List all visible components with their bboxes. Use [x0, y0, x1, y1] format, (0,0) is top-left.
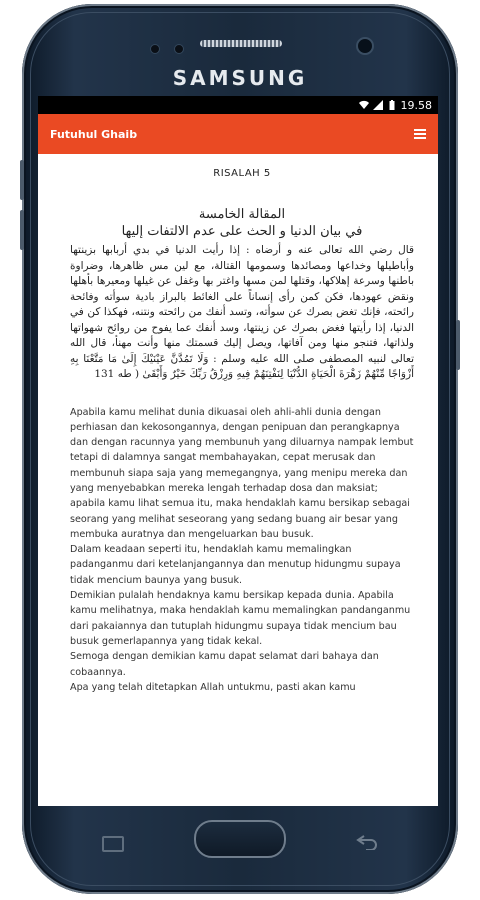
- screen: [38, 96, 438, 806]
- paragraph: Dalam keadaan seperti itu, hendaklah kamu memalingkan padanganmu dari ketelanjangannya dan menutup hidungmu supaya tidak mencium baunya yang busuk.: [70, 544, 401, 586]
- earpiece-speaker: [200, 40, 282, 47]
- menu-icon[interactable]: [414, 129, 426, 139]
- device-brand: SAMSUNG: [172, 66, 308, 90]
- arabic-subtitle: في بيان الدنيا و الحث على عدم الالتفات إليها: [121, 224, 363, 239]
- translation-body: [70, 405, 414, 696]
- article-content: [38, 168, 438, 695]
- status-bar: [38, 96, 438, 114]
- home-button[interactable]: [194, 820, 286, 858]
- power-button: [456, 320, 460, 370]
- chapter-heading: RISALAH 5: [213, 168, 271, 179]
- back-icon[interactable]: [356, 834, 378, 850]
- paragraph: Semoga dengan demikian kamu dapat selamat dari bahaya dan cobaannya.: [70, 651, 379, 678]
- paragraph: Apa yang telah ditetapkan Allah untukmu, pasti akan kamu: [70, 681, 356, 693]
- app-bar: [38, 114, 438, 154]
- wifi-icon: [359, 100, 369, 110]
- signal-icon: [373, 100, 383, 110]
- arabic-title: المقالة الخامسة: [198, 207, 286, 222]
- arabic-body: قال رضي الله تعالى عنه و أرضاه : إذا رأيت الدنيا في بدي أربابها بزينتها وأباطيلها وخداعها ومصائدها وسمومها القتالة، مع لين مس ظاهرها، وضراوة باطنها وسرعة إهلاكها، وقتلها لمن مسها واغتر بها وغفل عن غيلها ومعيرها بأهلها ونقض عهودها، فكن كمن رأى إنساناً على الغائط بالبراز بادية سوأته وفائحة رائحته، فإنك تغض بصرك عن سوأته، وتسد أنفك من رائحته ونتنه، فهكذا كن في الدنيا، إذا رأيتها فغض بصرك عن زينتها، وسد أنفك عما يفوح من روائح شهواتها ولذاتها، فتنجو منها ومن آفاتها، ويصل إليك قسمتك منها وأنت مهنأ، قال الله تعالى لنبيه المصطفى صلى الله عليه وسلم : وَلَا تَمُدَّنَّ عَيْنَيْكَ إِلَىٰ مَا مَتَّعْنَا بِهِ أَزْوَاجًا مِّنْهُمْ زَهْرَةَ الْحَيَاةِ الدُّنْيَا لِنَفْتِنَهُمْ فِيهِ وَرِزْقُ رَبِّكَ خَيْرٌ وَأَبْقَىٰ ( طه 131: [70, 244, 414, 380]
- status-time: 19.58: [400, 98, 432, 112]
- battery-icon: [387, 100, 397, 110]
- light-sensor: [174, 44, 184, 54]
- volume-down-button: [20, 210, 24, 250]
- paragraph: Demikian pulalah hendaknya kamu bersikap kepada dunia. Apabila kamu melihatnya, maka hendaklah kamu memalingkan pandanganmu dari pakaiannya dan tutuplah hidungmu supaya tidak mencium bau busuk gemerlapannya yang tidak kekal.: [70, 590, 411, 647]
- volume-up-button: [20, 160, 24, 200]
- proximity-sensor: [150, 44, 160, 54]
- recent-apps-icon[interactable]: [102, 836, 124, 852]
- hardware-nav-bar: [38, 812, 438, 872]
- app-title: Futuhul Ghaib: [50, 127, 138, 141]
- paragraph: Apabila kamu melihat dunia dikuasai oleh ahli-ahli dunia dengan perhiasan dan kekosongannya, dengan penipuan dan perangkapnya dan dengan racunnya yang membunuh yang diluarnya nampak lembut tetapi di dalamnya sangat membahayakan, cepat merusak dan membunuh siapa saja yang memegangnya, yang menipu mereka dan yang menyebabkan mereka lengah terhadap dosa dan maksiat; apabila kamu lihat semua itu, maka hendaklah kamu bersikap sebagai seorang yang melihat seseorang yang sedang buang air besar yang membuka auratnya dan mengeluarkan bau busuk.: [70, 406, 414, 540]
- front-camera: [356, 37, 374, 55]
